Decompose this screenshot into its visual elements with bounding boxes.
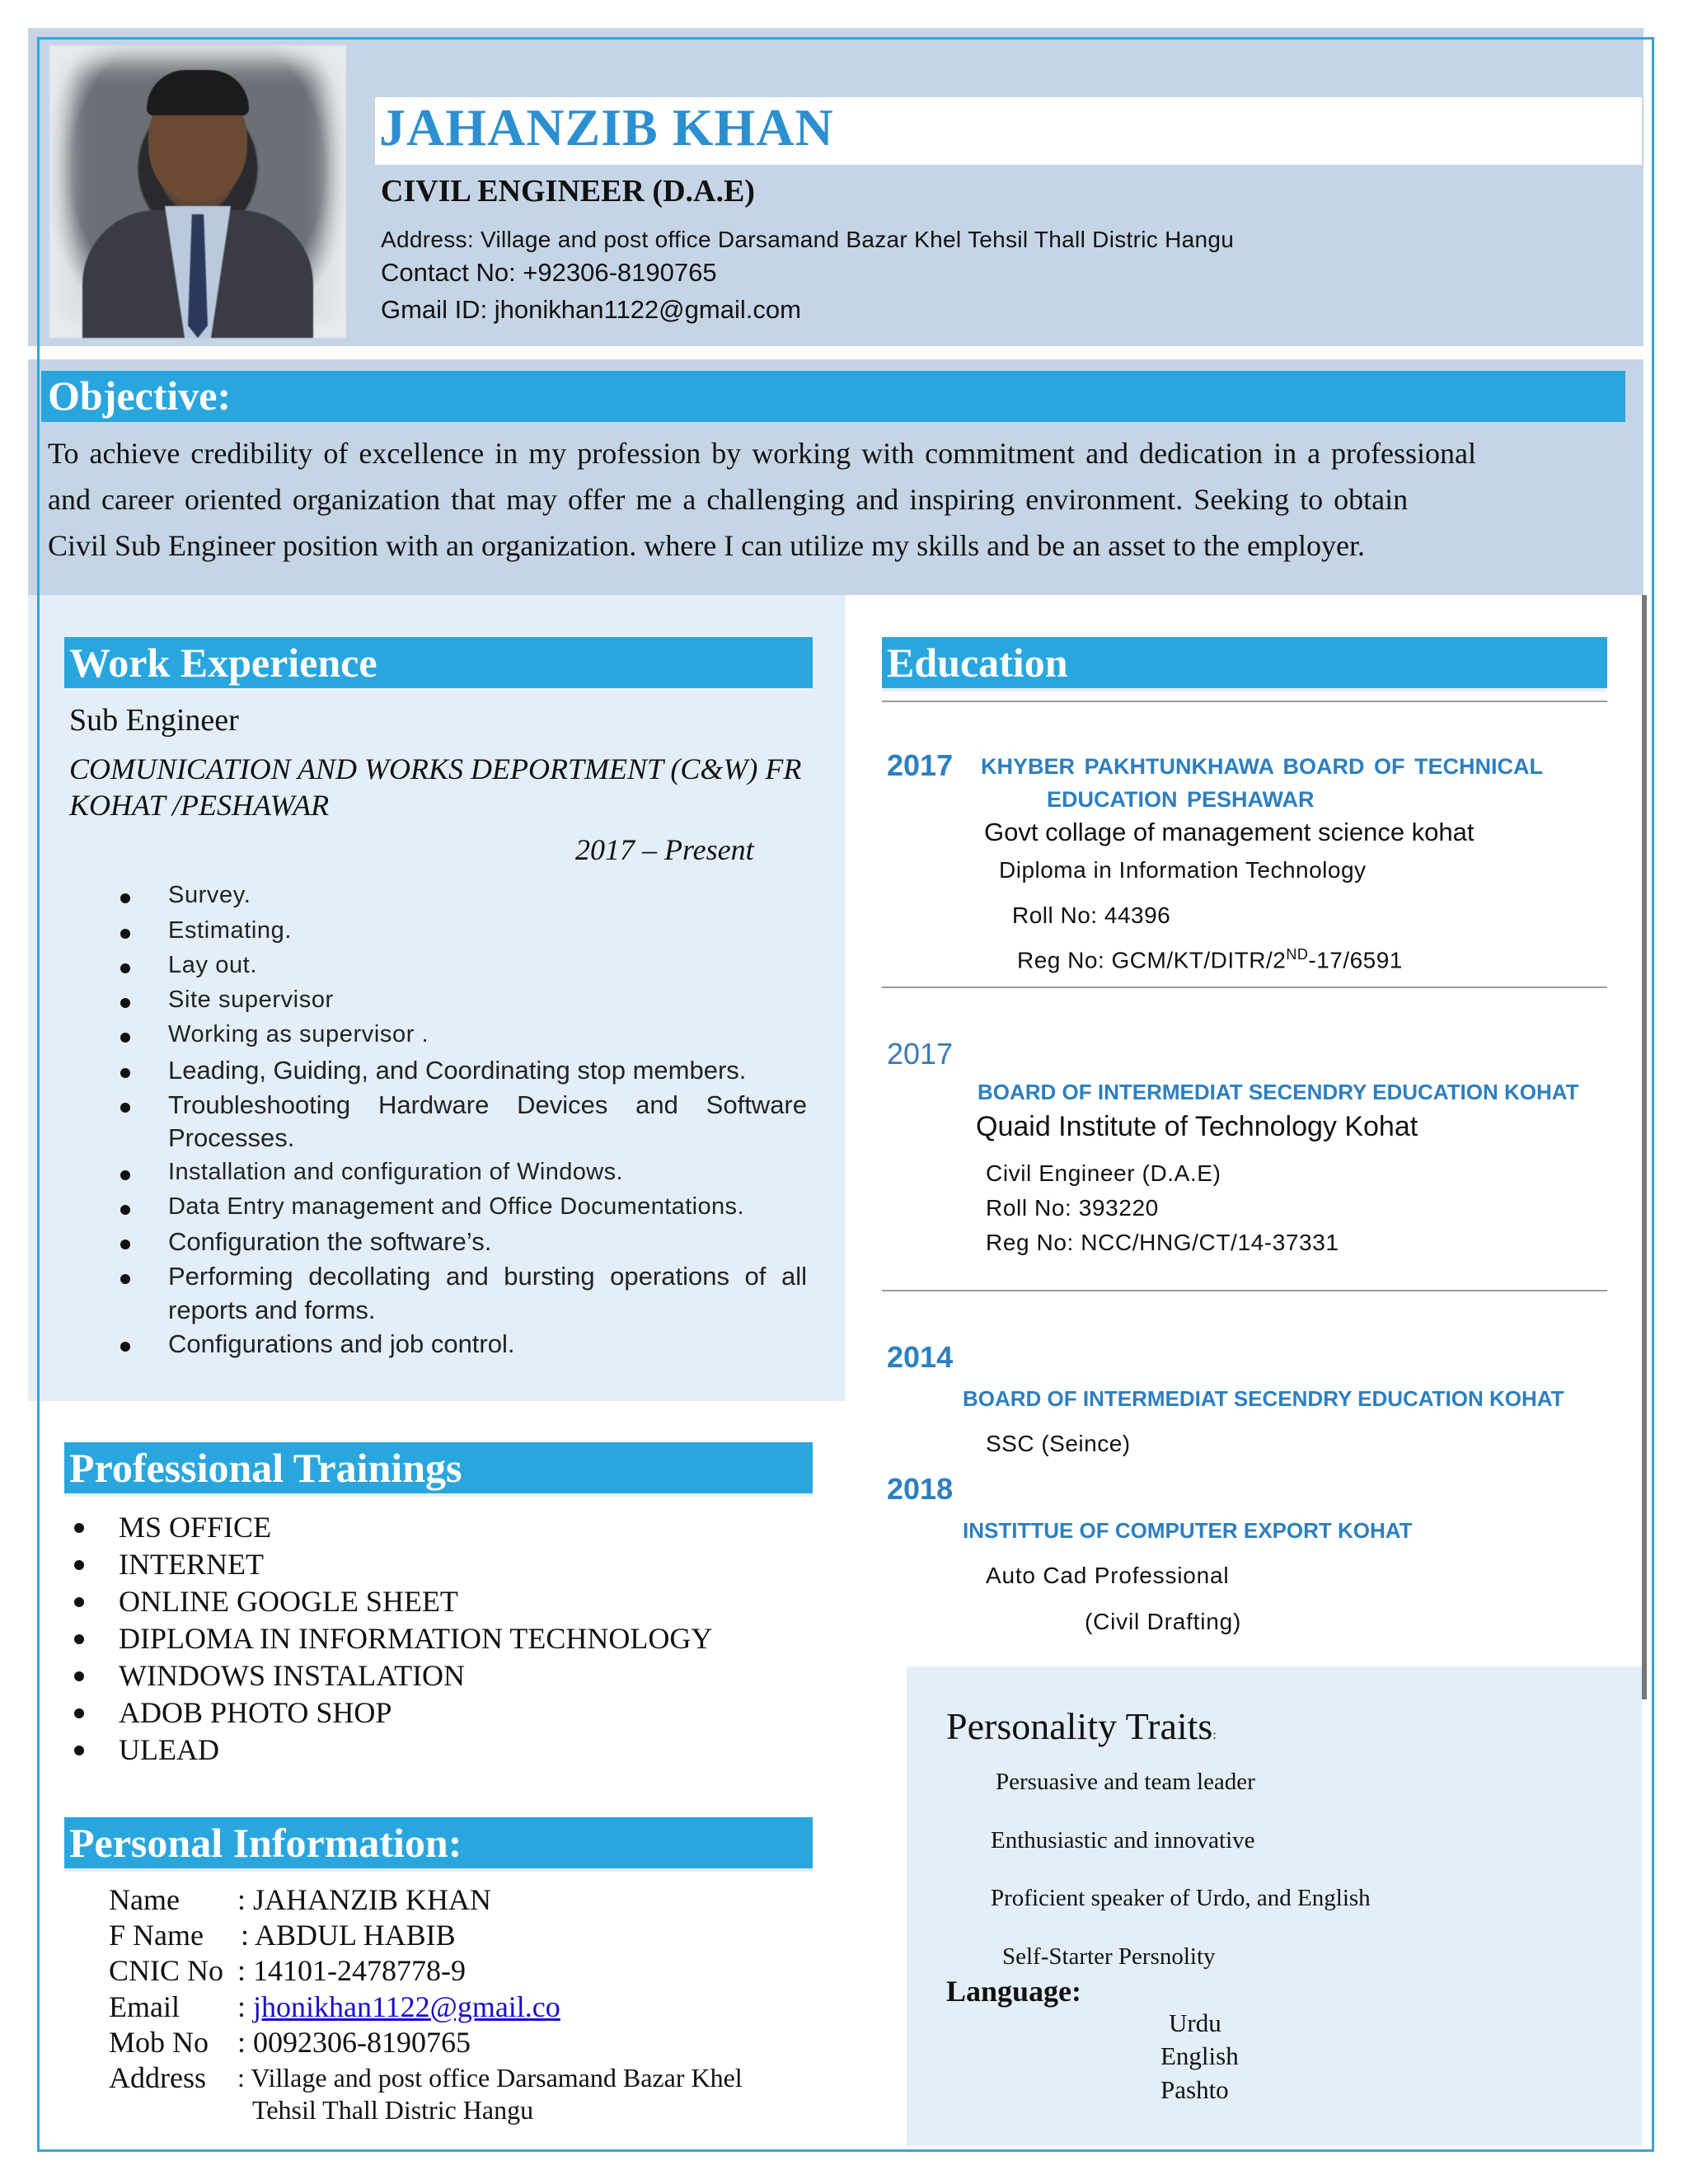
list-item: ADOB PHOTO SHOP	[119, 1696, 392, 1729]
list-item: ONLINE GOOGLE SHEET	[119, 1585, 458, 1618]
trainings-heading: Professional Trainings	[69, 1445, 462, 1491]
bullet-icon	[120, 998, 130, 1008]
traits-heading	[946, 1704, 1217, 1748]
edu-reg-main: Reg No: GCM/KT/DITR/2	[1017, 947, 1287, 973]
list-item: INTERNET	[119, 1548, 264, 1581]
profile-photo	[49, 45, 346, 338]
bullet-icon	[120, 1342, 130, 1352]
list-item: Site supervisor	[168, 987, 334, 1013]
candidate-name: JAHANZIB KHAN	[379, 98, 834, 157]
edu-year: 2017	[887, 748, 954, 782]
edu-board: INSTITTUE OF COMPUTER EXPORT KOHAT	[963, 1518, 1413, 1543]
list-item: Configuration the software’s.	[168, 1227, 492, 1256]
work-org-line: COMUNICATION AND WORKS DEPORTMENT (C&W) FR	[69, 752, 802, 785]
bullet-icon	[120, 1068, 130, 1078]
work-period: 2017 – Present	[575, 833, 754, 866]
edu-subtitle: (Civil Drafting)	[1085, 1609, 1242, 1634]
education-heading: Education	[887, 640, 1068, 686]
divider	[882, 987, 1607, 988]
pi-value-mobile: : 0092306-8190765	[237, 2026, 471, 2059]
trait-item: Proficient speaker of Urdo, and English	[991, 1885, 1371, 1911]
divider	[882, 701, 1607, 702]
edu-year: 2014	[887, 1340, 954, 1374]
objective-heading-bar	[41, 371, 1625, 422]
objective-text	[48, 430, 1614, 569]
list-item: Data Entry management and Office Documentations.	[168, 1193, 744, 1220]
list-item: Survey.	[168, 882, 251, 908]
list-item: MS OFFICE	[119, 1511, 272, 1544]
pi-value-address: : Village and post office Darsamand Bazar Khel	[237, 2063, 743, 2093]
pi-label-cnic: CNIC No	[109, 1954, 224, 1987]
list-item: Troubleshooting Hardware Devices and Software	[168, 1090, 807, 1119]
edu-roll: Roll No: 393220	[986, 1195, 1159, 1221]
bullet-icon	[120, 929, 130, 939]
edu-degree: Diploma in Information Technology	[999, 857, 1367, 883]
bullet-icon	[120, 1170, 130, 1180]
email-link[interactable]: jhonikhan1122@gmail.co	[253, 1990, 560, 2023]
list-item: Installation and configuration of Windows.	[168, 1159, 623, 1185]
language-item: English	[1160, 2041, 1239, 2070]
edu-board: EDUCATION PESHAWAR	[1047, 787, 1315, 812]
pi-label-email: Email	[109, 1990, 180, 2023]
edu-degree: SSC (Seince)	[986, 1431, 1131, 1456]
work-role: Sub Engineer	[69, 703, 239, 738]
list-item: Estimating.	[168, 917, 293, 944]
edu-year: 2018	[887, 1472, 954, 1506]
edu-reg-sup: ND	[1286, 946, 1309, 963]
divider	[882, 1290, 1607, 1291]
list-item: Leading, Guiding, and Coordinating stop members.	[168, 1056, 747, 1085]
traits-heading-colon: :	[1212, 1728, 1217, 1742]
trait-item: Self-Starter Persnolity	[1002, 1943, 1216, 1970]
edu-board: BOARD OF INTERMEDIAT SECENDRY EDUCATION KOHAT	[978, 1080, 1579, 1104]
edu-board: KHYBER PAKHTUNKHAWA BOARD OF TECHNICAL	[981, 754, 1543, 779]
pi-value-email	[237, 1990, 560, 2024]
list-item: Working as supervisor .	[168, 1021, 429, 1047]
edu-institution: Govt collage of management science kohat	[984, 818, 1475, 846]
bullet-icon	[74, 1634, 84, 1644]
edu-roll: Roll No: 44396	[1012, 902, 1171, 928]
bullet-icon	[74, 1523, 84, 1533]
job-title: CIVIL ENGINEER (D.A.E)	[381, 174, 755, 209]
work-org-line: KOHAT /PESHAWAR	[69, 789, 330, 822]
objective-line: and career oriented organization that may offer me a challenging and inspiring environment. Seeking to obtain	[48, 483, 1409, 516]
bullet-icon	[74, 1746, 84, 1755]
bullet-icon	[74, 1597, 84, 1607]
work-heading: Work Experience	[69, 640, 377, 686]
language-heading: Language:	[946, 1975, 1082, 2008]
trait-item: Enthusiastic and innovative	[991, 1827, 1255, 1854]
edu-degree: Civil Engineer (D.A.E)	[986, 1160, 1221, 1186]
contact-line: Contact No: +92306-8190765	[381, 258, 717, 287]
list-item-continued: Processes.	[168, 1123, 295, 1152]
bullet-icon	[74, 1671, 84, 1681]
bullet-icon	[120, 1033, 130, 1043]
edu-year: 2017	[887, 1037, 954, 1071]
bullet-icon	[74, 1708, 84, 1718]
edu-board: BOARD OF INTERMEDIAT SECENDRY EDUCATION KOHAT	[963, 1386, 1564, 1411]
objective-heading: Objective:	[48, 373, 232, 419]
edu-institution: Quaid Institute of Technology Kohat	[976, 1111, 1418, 1142]
list-item: DIPLOMA IN INFORMATION TECHNOLOGY	[119, 1622, 713, 1655]
bullet-icon	[120, 893, 130, 903]
gmail-line: Gmail ID: jhonikhan1122@gmail.com	[381, 295, 801, 324]
edu-degree: Auto Cad Professional	[986, 1563, 1230, 1588]
pi-value-cnic: : 14101-2478778-9	[237, 1954, 466, 1987]
edu-reg	[1017, 946, 1403, 973]
address-line: Address: Village and post office Darsamand Bazar Khel Tehsil Thall Distric Hangu	[381, 227, 1235, 252]
pi-label-father: F Name	[109, 1919, 204, 1952]
list-item: ULEAD	[119, 1733, 219, 1766]
list-item-continued: reports and forms.	[168, 1296, 376, 1324]
objective-line: To achieve credibility of excellence in my profession by working with commitment and dedication in a professional	[48, 437, 1477, 470]
list-item: Configurations and job control.	[168, 1329, 515, 1358]
edu-reg: Reg No: NCC/HNG/CT/14-37331	[986, 1230, 1339, 1255]
bullet-icon	[120, 1205, 130, 1215]
language-item: Pashto	[1160, 2075, 1229, 2104]
list-item: WINDOWS INSTALATION	[119, 1659, 466, 1692]
bullet-icon	[120, 1103, 130, 1113]
list-item: Performing decollating and bursting operations of all	[168, 1262, 807, 1291]
pi-value-name: : JAHANZIB KHAN	[237, 1883, 491, 1916]
edu-reg-tail: -17/6591	[1308, 947, 1403, 973]
pi-label-name: Name	[109, 1883, 180, 1916]
bullet-icon	[74, 1560, 84, 1570]
bullet-icon	[120, 1240, 130, 1249]
pi-email-colon: :	[237, 1990, 254, 2023]
objective-line: Civil Sub Engineer position with an organization. where I can utilize my skills and be an asset to the employer.	[48, 529, 1365, 562]
list-item: Lay out.	[168, 952, 257, 978]
pi-value-father: : ABDUL HABIB	[241, 1919, 456, 1952]
language-item: Urdu	[1169, 2008, 1221, 2037]
trait-item: Persuasive and team leader	[996, 1769, 1255, 1795]
pi-label-address: Address	[109, 2061, 206, 2094]
personal-heading: Personal Information:	[69, 1820, 462, 1866]
traits-heading-text: Personality Traits	[946, 1705, 1213, 1747]
bullet-icon	[120, 1274, 130, 1284]
pi-value-address-cont: Tehsil Thall Distric Hangu	[252, 2095, 534, 2125]
pi-label-mobile: Mob No	[109, 2026, 209, 2059]
bullet-icon	[120, 963, 130, 973]
